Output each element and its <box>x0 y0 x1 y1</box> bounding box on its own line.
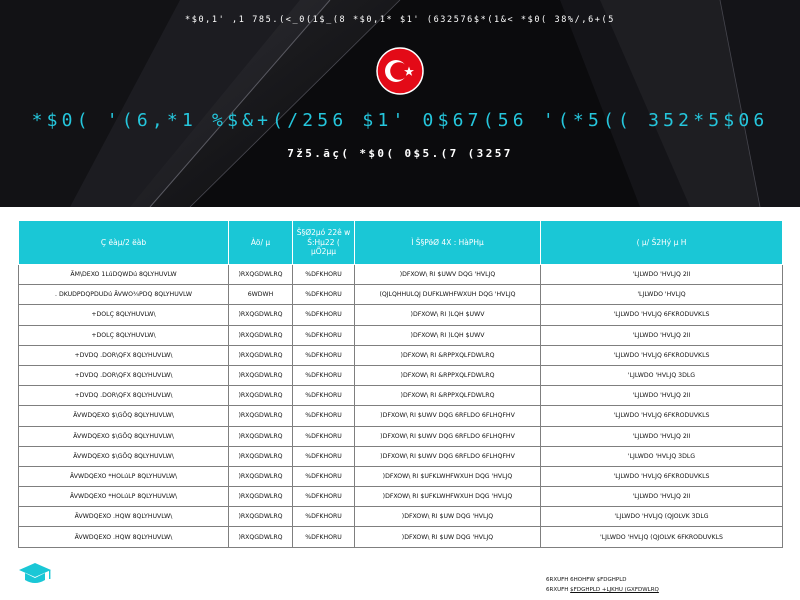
table-row <box>19 527 783 547</box>
footer-line-2-prefix: 6RXUFH <box>546 587 571 593</box>
cell-degree: %DFKHORU <box>293 527 355 547</box>
cell-faculty: )DFXOW\ RI $UWV DQG 6RFLDO 6FLHQFHV <box>355 446 541 466</box>
cell-faculty: )DFXOW\ RI $UWV DQG 6RFLDO 6FLHQFHV <box>355 426 541 446</box>
page-title: *$0( '(6,*1 %$&+(/256 $1' 0$67(56 '(*5(( 352*5$06 <box>31 110 769 131</box>
cell-university: ÃVWDQEXO $\GÕQ 8QLYHUVLW\ <box>19 406 229 426</box>
column-header-degree: Š§Ø2µó 22ê w Š:Hµ22 ( µÕ2µµ <box>293 221 355 265</box>
cell-university: +DOLÇ 8QLYHUVLW\ <box>19 305 229 325</box>
cell-university: ÃVWDQEXO *HOLúLP 8QLYHUVLW\ <box>19 466 229 486</box>
table-row <box>19 365 783 385</box>
dark-geometric-background <box>0 0 800 207</box>
cell-university: ÃVWDQEXO .HQW 8QLYHUVLW\ <box>19 527 229 547</box>
cell-faculty: )DFXOW\ RI $UWV DQG 6RFLDO 6FLHQFHV <box>355 406 541 426</box>
cell-type: )RXQGDWLRQ <box>229 487 293 507</box>
cell-type: )RXQGDWLRQ <box>229 466 293 486</box>
cell-degree: %DFKHORU <box>293 406 355 426</box>
cell-type: 6WDWH <box>229 285 293 305</box>
cell-university: +DVDQ .DOR\QFX 8QLYHUVLW\ <box>19 386 229 406</box>
cell-faculty: (QJLQHHULQJ DUFKLWHFWXUH DQG 'HVLJQ <box>355 285 541 305</box>
cell-degree: %DFKHORU <box>293 386 355 406</box>
table-row <box>19 466 783 486</box>
footer-source <box>546 575 659 595</box>
table-row <box>19 345 783 365</box>
cell-program: 'LJLWDO 'HVLJQ 6FKRODUVKLS <box>541 345 783 365</box>
programs-table-container <box>18 220 782 548</box>
column-header-type: Àö/ µ <box>229 221 293 265</box>
cell-degree: %DFKHORU <box>293 265 355 285</box>
cell-degree: %DFKHORU <box>293 426 355 446</box>
table-row <box>19 386 783 406</box>
cell-program: 'LJLWDO 'HVLJQ 3DLG <box>541 446 783 466</box>
table-row <box>19 285 783 305</box>
programs-table <box>18 220 783 548</box>
cell-program: 'LJLWDO 'HVLJQ (QJOLVK 6FKRODUVKLS <box>541 527 783 547</box>
cell-faculty: )DFXOW\ RI $UFKLWHFWXUH DQG 'HVLJQ <box>355 466 541 486</box>
table-header-row <box>19 221 783 265</box>
cell-degree: %DFKHORU <box>293 446 355 466</box>
cell-type: )RXQGDWLRQ <box>229 325 293 345</box>
cell-faculty: )DFXOW\ RI $UFKLWHFWXUH DQG 'HVLJQ <box>355 487 541 507</box>
cell-degree: %DFKHORU <box>293 466 355 486</box>
turkey-flag-icon <box>376 47 424 95</box>
cell-type: )RXQGDWLRQ <box>229 527 293 547</box>
cell-faculty: )DFXOW\ RI $UW DQG 'HVLJQ <box>355 507 541 527</box>
cell-type: )RXQGDWLRQ <box>229 446 293 466</box>
cell-degree: %DFKHORU <box>293 507 355 527</box>
cell-type: )RXQGDWLRQ <box>229 265 293 285</box>
cell-type: )RXQGDWLRQ <box>229 406 293 426</box>
cell-faculty: )DFXOW\ RI )LQH $UWV <box>355 305 541 325</box>
table-row <box>19 507 783 527</box>
table-row <box>19 446 783 466</box>
cell-degree: %DFKHORU <box>293 305 355 325</box>
cell-university: . DKUDPDQPDUDú ÃVWO¾PDQ 8QLYHUVLW <box>19 285 229 305</box>
table-row <box>19 305 783 325</box>
cell-faculty: )DFXOW\ RI &RPPXQLFDWLRQ <box>355 345 541 365</box>
page-subtitle: 7ž5.ãç( *$0( 0$5.(7 (3257 <box>287 147 513 160</box>
cell-university: ÃM\DEXO 1LúDQWDú 8QLYHUVLW <box>19 265 229 285</box>
cell-program: 'LJLWDO 'HVLJQ 2II <box>541 325 783 345</box>
column-header-university: Ç ëàµ/2 ëàb <box>19 221 229 265</box>
column-header-program: ( µ/ Š2Hý µ H <box>541 221 783 265</box>
cell-type: )RXQGDWLRQ <box>229 507 293 527</box>
graduation-cap-icon <box>18 561 52 587</box>
column-header-faculty: Ì Š§Pö̵Ø 4X : HàPHµ <box>355 221 541 265</box>
cell-university: +DVDQ .DOR\QFX 8QLYHUVLW\ <box>19 365 229 385</box>
cell-type: )RXQGDWLRQ <box>229 386 293 406</box>
footer-line-1: 6RXUFH 6HOHFW $FDGHPLD <box>546 577 627 583</box>
cell-faculty: )DFXOW\ RI )LQH $UWV <box>355 325 541 345</box>
cell-program: 'LJLWDO 'HVLJQ <box>541 285 783 305</box>
hero-banner <box>0 0 800 207</box>
cell-program: 'LJLWDO 'HVLJQ 2II <box>541 265 783 285</box>
cell-faculty: )DFXOW\ RI $UWV DQG 'HVLJQ <box>355 265 541 285</box>
table-row <box>19 426 783 446</box>
cell-program: 'LJLWDO 'HVLJQ 2II <box>541 386 783 406</box>
cell-university: ÃVWDQEXO *HOLúLP 8QLYHUVLW\ <box>19 487 229 507</box>
cell-faculty: )DFXOW\ RI &RPPXQLFDWLRQ <box>355 386 541 406</box>
table-row <box>19 325 783 345</box>
cell-program: 'LJLWDO 'HVLJQ 3DLG <box>541 365 783 385</box>
cell-degree: %DFKHORU <box>293 325 355 345</box>
cell-degree: %DFKHORU <box>293 487 355 507</box>
cell-university: +DOLÇ 8QLYHUVLW\ <box>19 325 229 345</box>
cell-program: 'LJLWDO 'HVLJQ 2II <box>541 426 783 446</box>
cell-program: 'LJLWDO 'HVLJQ 6FKRODUVKLS <box>541 406 783 426</box>
table-body <box>19 265 783 548</box>
footer-line-2 <box>546 585 659 595</box>
cell-faculty: )DFXOW\ RI &RPPXQLFDWLRQ <box>355 365 541 385</box>
cell-type: )RXQGDWLRQ <box>229 426 293 446</box>
hero-top-line: *$0,1' ,1 785.(<_0(1$_(8 *$0,1* $1' (632576$*(1&< *$0( 38%/,6+(5 <box>185 15 615 25</box>
cell-university: ÃVWDQEXO $\GÕQ 8QLYHUVLW\ <box>19 446 229 466</box>
table-row <box>19 265 783 285</box>
cell-program: 'LJLWDO 'HVLJQ 6FKRODUVKLS <box>541 305 783 325</box>
cell-degree: %DFKHORU <box>293 345 355 365</box>
cell-degree: %DFKHORU <box>293 285 355 305</box>
cell-faculty: )DFXOW\ RI $UW DQG 'HVLJQ <box>355 527 541 547</box>
cell-degree: %DFKHORU <box>293 365 355 385</box>
cell-program: 'LJLWDO 'HVLJQ 6FKRODUVKLS <box>541 466 783 486</box>
cell-type: )RXQGDWLRQ <box>229 365 293 385</box>
cell-university: ÃVWDQEXO $\GÕQ 8QLYHUVLW\ <box>19 426 229 446</box>
cell-university: +DVDQ .DOR\QFX 8QLYHUVLW\ <box>19 345 229 365</box>
cell-type: )RXQGDWLRQ <box>229 305 293 325</box>
cell-program: 'LJLWDO 'HVLJQ (QJOLVK 3DLG <box>541 507 783 527</box>
footer-source-link[interactable]: $FDGHPLD +LJKHU (GXFDWLRQ <box>570 587 659 593</box>
cell-university: ÃVWDQEXO .HQW 8QLYHUVLW\ <box>19 507 229 527</box>
table-row <box>19 487 783 507</box>
table-row <box>19 406 783 426</box>
cell-type: )RXQGDWLRQ <box>229 345 293 365</box>
cell-program: 'LJLWDO 'HVLJQ 2II <box>541 487 783 507</box>
